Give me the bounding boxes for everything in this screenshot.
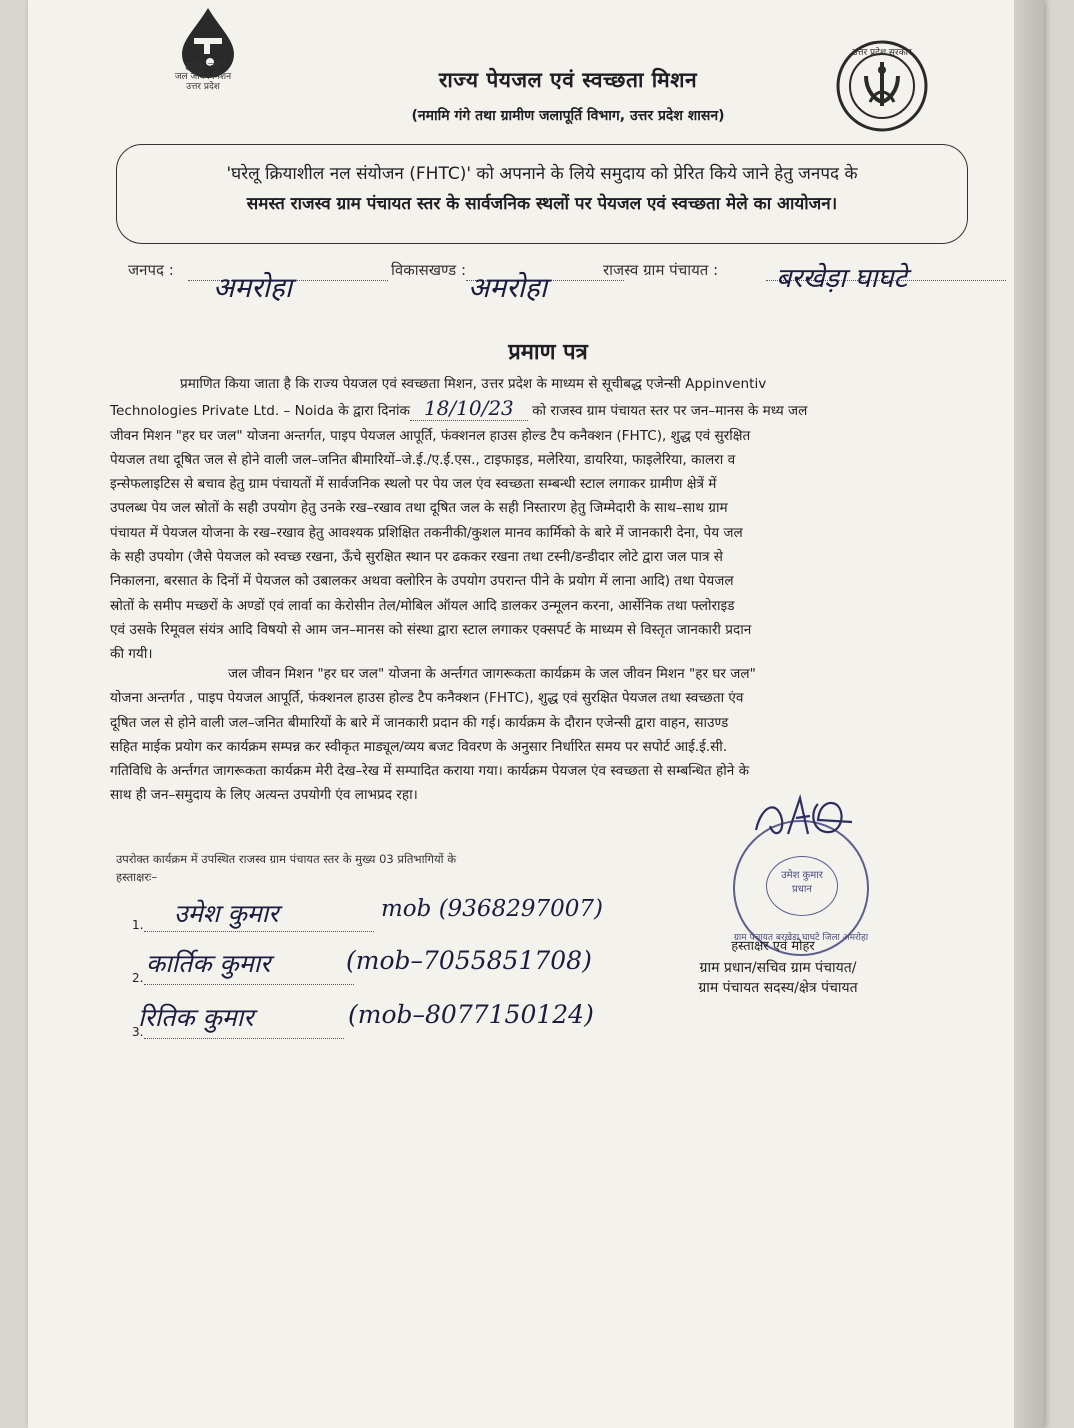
para1-line-11: एवं उसके रिमूवल संयंत्र आदि विषयो से आम जन–मानस को संस्था द्वारा स्टाल लगाकर एक्सपर्ट के माध्यम से विस्तृत जानकारी प्रदान [110,621,752,638]
para1-line-9: निकालना, बरसात के दिनों में पेयजल को उबालकर अथवा क्लोरिन के उपयोग उपरान्त पीने के प्रयोग में लाना आदि) तथा पेयजल [110,573,734,590]
para1-line-5: इन्सेफलाइटिस से बचाव हेतु ग्राम पंचायतों में सार्वजनिक स्थलो पर पेय जल एंव स्वच्छता सम्बन्धी स्टाल लगाकर ग्रामीण क्षेत्रें में [110,476,717,493]
participant-3-signature: रितिक कुमार [138,1003,254,1032]
para1-line-3: जीवन मिशन "हर घर जल" योजना अन्तर्गत, पाइप पेयजल आपूर्ति, फंक्शनल हाउस होल्ड टैप कनैक्शन (FHTC), शुद्ध एवं सुरक्षित [110,427,751,444]
up-government-seal [836,40,928,132]
vikaskhand-value: अमरोहा [468,271,547,304]
participant-1-line [144,931,374,932]
para1-line-7: पंचायत में पेयजल योजना के रख–रखाव हेतु आवश्यक प्रशिक्षित तकनीकी/कुशल मानव कार्मिको के बारे में जानकारी देना, पेय जल [110,524,743,541]
participant-3-mobile: (mob–8077150124) [348,1000,594,1029]
janpad-value: अमरोहा [213,271,292,304]
paper-edge [1014,0,1044,1428]
participant-2-line [144,984,354,985]
participant-1-mobile: mob (9368297007) [381,896,603,922]
para2-line-6: साथ ही जन–समुदाय के लिए अत्यन्त उपयोगी एंव लाभप्रद रहा। [110,787,418,804]
organization-subtitle: (नमामि गंगे तथा ग्रामीण जलापूर्ति विभाग, उत्तर प्रदेश शासन) [411,108,725,124]
logo-caption: हर घर जल जल जीवन मिशन उत्तर प्रदेश [174,62,232,92]
gram-panchayat-value: बरखेड़ा घाघटे [776,263,908,294]
participant-2-number: 2. [132,971,144,985]
para1-line-8: के सही उपयोग (जैसे पेयजल को स्वच्छ रखना, ऊँचे सुरक्षित स्थान पर ढककर रखना तथा टस्नी/डन्डीदार लोटे द्वारा जल पात्र से [110,549,723,566]
banner-line-1: 'घरेलू क्रियाशील नल संयोजन (FHTC)' को अपनाने के लिये समुदाय को प्रेरित किये जाने हेतु जनपद के [226,164,858,184]
organization-title: राज्य पेयजल एवं स्वच्छता मिशन [438,68,698,92]
certificate-paragraph-2 [110,662,1008,808]
seal-text: उत्तर प्रदेश सरकार [852,48,912,58]
para2-line-3: दूषित जल से होने वाली जल–जनित बीमारियों के बारे में जानकारी प्रदान की गई। कार्यक्रम के दौरान एजेन्सी द्वारा वाहन, साउण्ड [110,714,729,731]
pradhan-signature [748,790,878,850]
para1-line-4: पेयजल तथा दूषित जल से होने वाली जल–जनित बीमारियों–जे.ई./ए.ई.एस., टाइफाइड, मलेरिया, डायरिया, फाइलेरिया, कालरा व [110,451,736,468]
participant-2-mobile: (mob–7055851708) [346,946,592,975]
para1-line-1: प्रमाणित किया जाता है कि राज्य पेयजल एवं स्वच्छता मिशन, उत्तर प्रदेश के माध्यम से सूचीबद्ध एजेन्सी Appinventiv [180,376,767,392]
participants-intro: उपरोक्त कार्यक्रम में उपस्थित राजस्व ग्राम पंचायत स्तर के मुख्य 03 प्रतिभागियों के हस्ताक्षरः– [116,852,457,884]
document-sheet [28,0,1044,1428]
para1-line-2: Technologies Private Ltd. – Noida के द्वारा दिनांक 18/10/23 को राजस्व ग्राम पंचायत स्तर पर जन–मानस के मध्य जल [110,396,808,421]
certificate-paragraph-1 [110,372,1008,667]
participant-3-number: 3. [132,1025,144,1039]
signing-authority: ग्राम प्रधान/सचिव ग्राम पंचायत/ ग्राम पंचायत सदस्य/क्षेत्र पंचायत [698,960,858,996]
para2-line-1: जल जीवन मिशन "हर घर जल" योजना के अर्न्तगत जागरूकता कार्यक्रम के जल जीवन मिशन "हर घर जल" [228,666,756,682]
para2-line-2: योजना अन्तर्गत , पाइप पेयजल आपूर्ति, फंक्शनल हाउस होल्ड टैप कनैक्शन (FHTC), शुद्ध एवं सुरक्षित पेयजल तथा स्वच्छता एंव [110,690,744,707]
participant-1-number: 1. [132,918,144,932]
participant-3-line [144,1038,344,1039]
event-banner [116,144,968,244]
para1-line-10: स्रोतों के समीप मच्छरों के अण्डों एवं लार्वा का केरोसीन तेल/मोबिल ऑयल आदि डालकर उन्मूलन करना, आर्सेनिक तथा फ्लोराइड [110,597,735,614]
vikaskhand-label: विकासखण्ड : [391,261,467,279]
stamp-center: उमेश कुमार प्रधान [766,856,838,916]
banner-line-2: समस्त राजस्व ग्राम पंचायत स्तर के सार्वजनिक स्थलों पर पेयजल एवं स्वच्छता मेले का आयोजन। [246,194,838,214]
participant-2-signature: कार्तिक कुमार [146,949,271,978]
para2-line-5: गतिविधि के अर्न्तगत जागरूकता कार्यक्रम मेरी देख–रेख में सम्पादित कराया गया। कार्यक्रम पेयजल एंव स्वच्छता से सम्बन्धित होने के [110,763,750,780]
para1-line-6: उपलब्ध पेय जल स्रोतों के सही उपयोग हेतु उनके रख–रखाव तथा दूषित जल के सही निस्तारण हेतु जिम्मेदारी के साथ–साथ ग्राम [110,500,728,517]
program-date: 18/10/23 [410,396,528,421]
stamp-ring-text: ग्राम पंचायत बरखेड़ा घाघटे जिला अमरोहा [733,933,869,943]
janpad-label: जनपद : [128,261,174,279]
certificate-title: प्रमाण पत्र [508,340,588,365]
para1-line-12: की गयी। [110,646,153,663]
signature-and-seal-label: हस्ताक्षर एवं मोहर [731,939,815,954]
participant-1-signature: उमेश कुमार [174,899,279,928]
gram-panchayat-label: राजस्व ग्राम पंचायत : [603,261,719,279]
para2-line-4: सहित माईक प्रयोग कर कार्यक्रम सम्पन्न कर स्वीकृत माड्यूल/व्यय बजट विवरण के अनुसार निर्धारित समय पर सपोर्ट आई.ई.सी. [110,738,728,755]
